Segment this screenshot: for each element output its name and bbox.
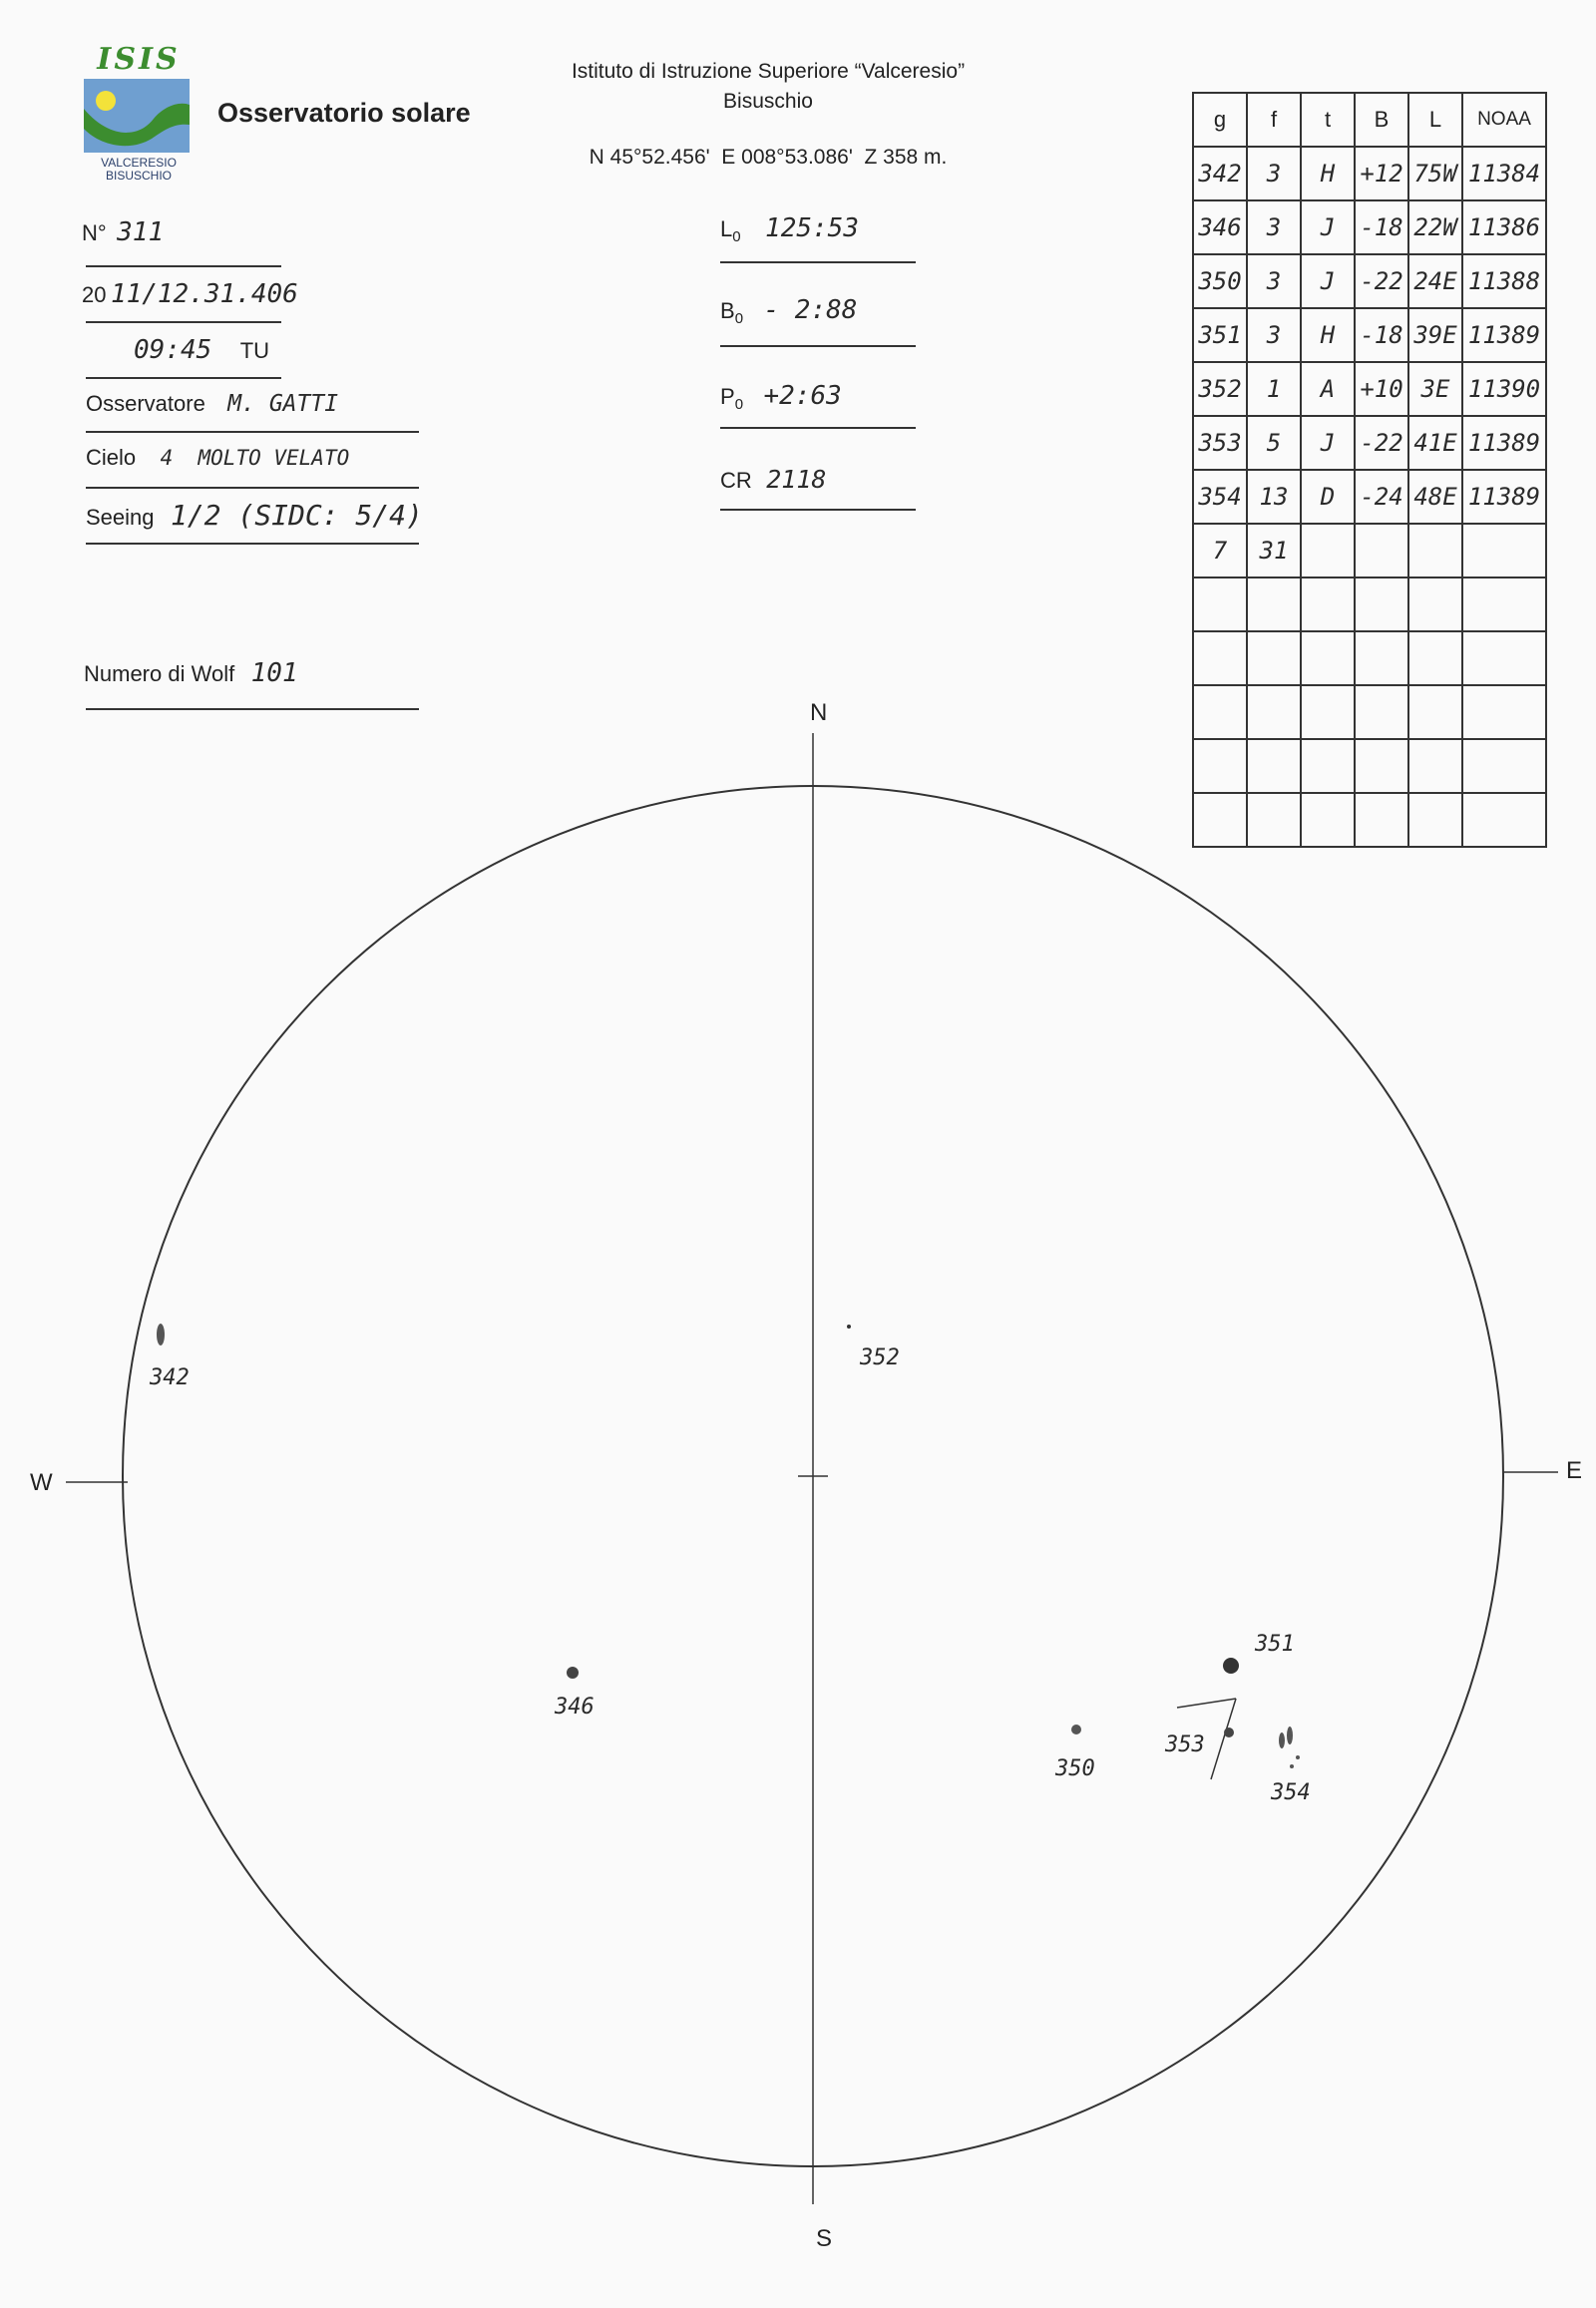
date-value: 11/12.31.406 xyxy=(110,279,298,309)
observatory-coordinates: N 45°52.456' E 008°53.086' Z 358 m. xyxy=(589,146,948,169)
time-value: 09:45 xyxy=(134,335,212,365)
sunspot-352 xyxy=(847,1325,851,1329)
table-cell: 3 xyxy=(1247,254,1301,308)
group-divider-line xyxy=(1177,1699,1236,1708)
l0-value: 125:53 xyxy=(765,213,859,243)
south-label: S xyxy=(816,2225,833,2252)
spot-label-346: 346 xyxy=(555,1695,595,1720)
table-cell: -22 xyxy=(1355,254,1408,308)
table-cell: 352 xyxy=(1193,362,1247,416)
logo-line-1: VALCERESIO xyxy=(101,156,177,170)
spot-label-351: 351 xyxy=(1255,1632,1295,1657)
p0-value: +2:63 xyxy=(763,381,842,411)
table-cell: 22W xyxy=(1408,200,1462,254)
col-header-f: f xyxy=(1247,93,1301,147)
spot-label-353: 353 xyxy=(1165,1732,1205,1757)
observer-value: M. GATTI xyxy=(227,391,339,417)
table-cell: 3 xyxy=(1247,147,1301,200)
spot-label-342: 342 xyxy=(150,1365,190,1390)
table-cell: 351 xyxy=(1193,308,1247,362)
table-cell: 3 xyxy=(1247,200,1301,254)
b0-label: $B_0$ xyxy=(720,298,744,327)
table-cell: 11389 xyxy=(1462,308,1546,362)
logo-line-2: BISUSCHIO xyxy=(105,169,172,183)
wolf-number-label: Numero di Wolf xyxy=(84,661,235,686)
sheet-number-label: N° xyxy=(82,220,107,245)
table-cell: 1 xyxy=(1247,362,1301,416)
institute-town: Bisuschio xyxy=(723,90,813,113)
table-cell: 11388 xyxy=(1462,254,1546,308)
sky-label: Cielo xyxy=(86,445,137,470)
logo-brand: ISIS xyxy=(97,42,181,77)
observatory-title: Osservatorio solare xyxy=(217,98,471,128)
sunspot-350 xyxy=(1071,1725,1081,1734)
sunspot-342 xyxy=(157,1324,165,1346)
table-cell: 13 xyxy=(1247,470,1301,524)
table-cell: 11390 xyxy=(1462,362,1546,416)
east-label: E xyxy=(1566,1457,1583,1484)
north-label: N xyxy=(810,699,828,726)
table-cell: 41E xyxy=(1408,416,1462,470)
table-cell: 11389 xyxy=(1462,416,1546,470)
table-cell: 5 xyxy=(1247,416,1301,470)
cr-value: 2118 xyxy=(766,465,827,494)
table-cell: 11384 xyxy=(1462,147,1546,200)
table-cell: 3E xyxy=(1408,362,1462,416)
l0-label: $L_0$ xyxy=(720,216,741,245)
date-prefix: 20 xyxy=(82,282,107,307)
table-cell: 3 xyxy=(1247,308,1301,362)
observer-label: Osservatore xyxy=(86,391,205,416)
table-cell: -18 xyxy=(1355,308,1408,362)
table-cell: J xyxy=(1301,416,1355,470)
table-cell: 31 xyxy=(1247,524,1301,577)
table-cell: J xyxy=(1301,254,1355,308)
col-header-g: g xyxy=(1193,93,1247,147)
table-cell: +10 xyxy=(1355,362,1408,416)
table-cell: A xyxy=(1301,362,1355,416)
table-cell: 353 xyxy=(1193,416,1247,470)
col-header-t: t xyxy=(1301,93,1355,147)
table-cell: 39E xyxy=(1408,308,1462,362)
col-header-noaa: NOAA xyxy=(1462,93,1546,147)
table-cell: +12 xyxy=(1355,147,1408,200)
col-header-b: B xyxy=(1355,93,1408,147)
table-cell: 350 xyxy=(1193,254,1247,308)
table-cell: 11386 xyxy=(1462,200,1546,254)
table-cell: -22 xyxy=(1355,416,1408,470)
table-cell: 346 xyxy=(1193,200,1247,254)
table-cell: 75W xyxy=(1408,147,1462,200)
sky-value: 4 MOLTO VELATO xyxy=(160,446,350,470)
sheet-number-value: 311 xyxy=(117,217,165,247)
spot-label-352: 352 xyxy=(860,1346,900,1370)
table-cell: 342 xyxy=(1193,147,1247,200)
west-label: W xyxy=(30,1469,53,1496)
table-cell: -18 xyxy=(1355,200,1408,254)
table-cell: H xyxy=(1301,147,1355,200)
table-cell: 7 xyxy=(1193,524,1247,577)
table-cell: -24 xyxy=(1355,470,1408,524)
spot-label-350: 350 xyxy=(1055,1756,1095,1781)
table-cell: H xyxy=(1301,308,1355,362)
table-cell: 48E xyxy=(1408,470,1462,524)
table-cell: D xyxy=(1301,470,1355,524)
cr-label: CR xyxy=(720,468,752,493)
table-cell: J xyxy=(1301,200,1355,254)
seeing-label: Seeing xyxy=(86,505,155,530)
sunspot-346 xyxy=(567,1667,579,1679)
sunspot-354 xyxy=(1279,1727,1300,1768)
sunspot-351 xyxy=(1223,1658,1239,1674)
col-header-l: L xyxy=(1408,93,1462,147)
spot-label-354: 354 xyxy=(1271,1780,1311,1805)
p0-label: $P_0$ xyxy=(720,384,744,413)
institute-name: Istituto di Istruzione Superiore “Valceresio” xyxy=(571,60,966,83)
seeing-value: 1/2 (SIDC: 5/4) xyxy=(170,499,423,532)
sunspot-353 xyxy=(1224,1728,1234,1737)
table-cell: 354 xyxy=(1193,470,1247,524)
table-cell: 11389 xyxy=(1462,470,1546,524)
b0-value: - 2:88 xyxy=(763,295,858,325)
time-unit: TU xyxy=(239,338,270,363)
group-divider-slash xyxy=(1211,1699,1236,1779)
wolf-number-value: 101 xyxy=(250,658,298,688)
table-cell: 24E xyxy=(1408,254,1462,308)
